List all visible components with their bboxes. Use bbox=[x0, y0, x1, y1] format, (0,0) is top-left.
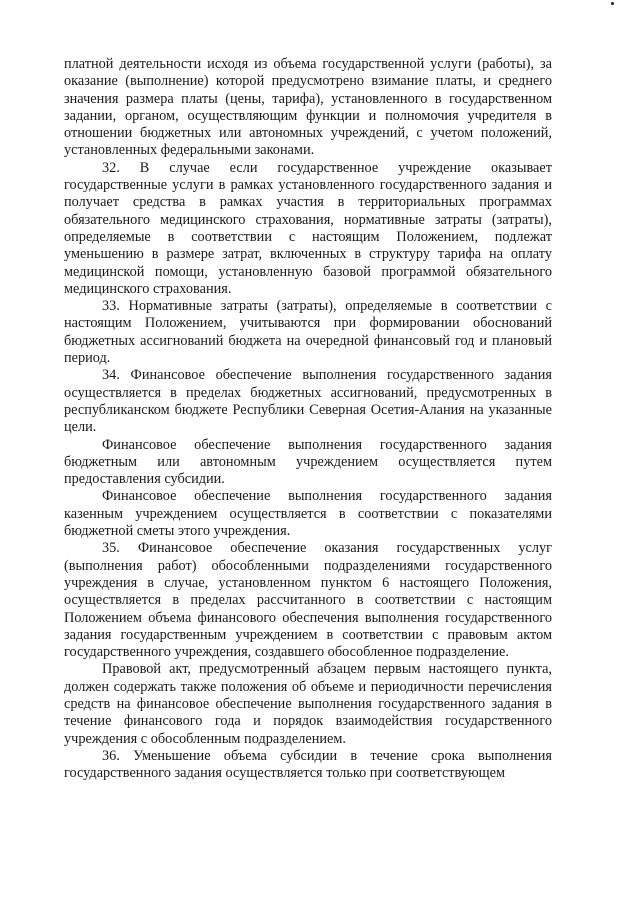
paragraph-item-33: 33. Нормативные затраты (затраты), определяемые в соответствии с настоящим Положением, учитываются при формировании обоснований бюджетных ассигнований бюджета на очередной финансовый год и плановый период. bbox=[64, 298, 552, 367]
paragraph-item-32: 32. В случае если государственное учреждение оказывает государственные услуги в рамках установленного государственного задания и получает средства в рамках участия в территориальных программах обязательного медицинского страхования, нормативные затраты (затраты), определяемые в соответствии с настоящим Положением, подлежат уменьшению в размере затрат, включенных в структуру тарифа на оплату медицинской помощи, установленную базовой программой обязательного медицинского страхования. bbox=[64, 159, 552, 297]
paragraph-item-34-state-institution: Финансовое обеспечение выполнения государственного задания казенным учреждением осуществляется в соответствии с показателями бюджетной сметы этого учреждения. bbox=[64, 488, 552, 540]
paragraph-continuation: платной деятельности исходя из объема государственной услуги (работы), за оказание (выполнение) которой предусмотрено взимание платы, и среднего значения размера платы (цены, тарифа), установленного в государственном задании, органом, осуществляющим функции и полномочия учредителя в отношении бюджетных или автономных учреждений, с учетом положений, установленных федеральными законами. bbox=[64, 56, 552, 159]
scan-speck bbox=[611, 2, 614, 5]
paragraph-item-35-legal-act: Правовой акт, предусмотренный абзацем первым настоящего пункта, должен содержать также положения об объеме и периодичности перечисления средств на финансовое обеспечение выполнения государственного задания в течение финансового года и порядок взаимодействия государственного учреждения с обособленным подразделением. bbox=[64, 661, 552, 747]
document-page bbox=[64, 56, 552, 782]
paragraph-item-36: 36. Уменьшение объема субсидии в течение срока выполнения государственного задания осуществляется только при соответствующем bbox=[64, 747, 552, 782]
paragraph-item-35: 35. Финансовое обеспечение оказания государственных услуг (выполнения работ) обособленными подразделениями государственного учреждения в случае, установленном пунктом 6 настоящего Положения, осуществляется в пределах рассчитанного в соответствии с настоящим Положением объема финансового обеспечения выполнения государственного задания государственным учреждением в соответствии с правовым актом государственного учреждения, создавшего обособленное подразделение. bbox=[64, 540, 552, 661]
paragraph-item-34-budget-institution: Финансовое обеспечение выполнения государственного задания бюджетным или автономным учреждением осуществляется путем предоставления субсидии. bbox=[64, 436, 552, 488]
paragraph-item-34: 34. Финансовое обеспечение выполнения государственного задания осуществляется в пределах бюджетных ассигнований, предусмотренных в республиканском бюджете Республики Северная Осетия-Алания на указанные цели. bbox=[64, 367, 552, 436]
